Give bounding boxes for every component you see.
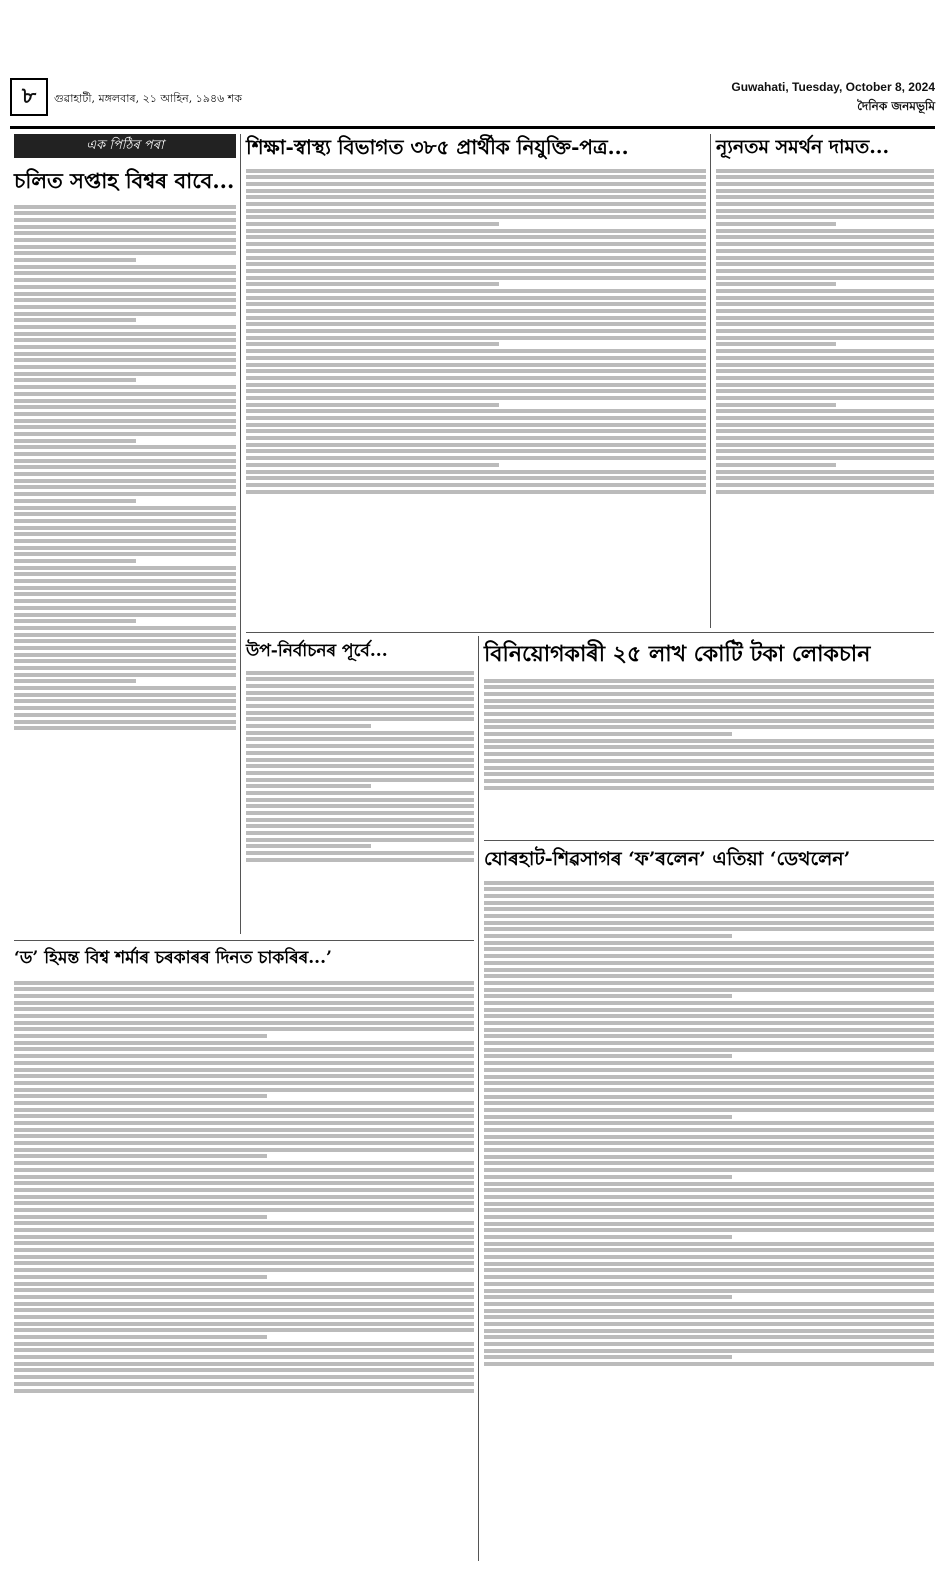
- page-number: ৮: [10, 78, 48, 116]
- column-rule: [710, 134, 711, 628]
- story-flyover: [484, 846, 934, 872]
- dateline-assamese: গুৱাহাটী, মঙ্গলবাৰ, ২১ আহিন, ১৯৪৬ শক: [54, 92, 242, 105]
- story-world: [14, 168, 236, 937]
- story-investors-body: [484, 676, 934, 836]
- story-msp: [716, 134, 934, 160]
- story-investors: [484, 640, 934, 668]
- column-badge: এক পিঠিৰ পৰা: [14, 134, 236, 158]
- story-world-body: [14, 202, 236, 937]
- header-rule: [10, 126, 935, 129]
- headline-world: চলিত সপ্তাহ বিশ্বৰ বাবে...: [14, 168, 235, 193]
- story-education-body: [246, 166, 706, 626]
- story-jobs-body: [14, 978, 474, 1558]
- column-rule: [478, 636, 479, 1561]
- page-folio: [10, 68, 935, 128]
- headline-jobs: ‘ড’ হিমন্ত বিশ্ব শৰ্মাৰ চৰকাৰৰ দিনত চাকৰিৰ...’: [14, 948, 332, 968]
- headline-flyover: যোৰহাট-শিৱসাগৰ ‘ফ’ৰলেন’ এতিয়া ‘ডেথলেন’: [484, 848, 851, 870]
- dateline-english: Guwahati, Tuesday, October 8, 2024: [731, 80, 935, 94]
- story-jobs: [14, 946, 474, 970]
- story-bypoll: [246, 640, 474, 662]
- headline-education: শিক্ষা-স্বাস্থ্য বিভাগত ৩৮৫ প্ৰাৰ্থীক নিযুক্তি-পত্ৰ...: [246, 135, 629, 159]
- story-education: [246, 134, 706, 160]
- story-flyover-body: [484, 878, 934, 1558]
- divider: [246, 632, 934, 633]
- headline-investors: বিনিয়োগকাৰী ২৫ লাখ কোটি টকা লোকচান: [484, 641, 871, 667]
- headline-bypoll: উপ-নিৰ্বাচনৰ পূৰ্বে...: [246, 641, 388, 661]
- divider: [14, 940, 474, 941]
- story-msp-body: [716, 166, 934, 626]
- divider: [484, 840, 934, 841]
- column-rule: [240, 134, 241, 934]
- paper-name: দৈনিক জনমভূমি: [857, 99, 935, 113]
- story-bypoll-body: [246, 668, 474, 938]
- headline-msp: ন্যূনতম সমৰ্থন দামত...: [716, 136, 890, 158]
